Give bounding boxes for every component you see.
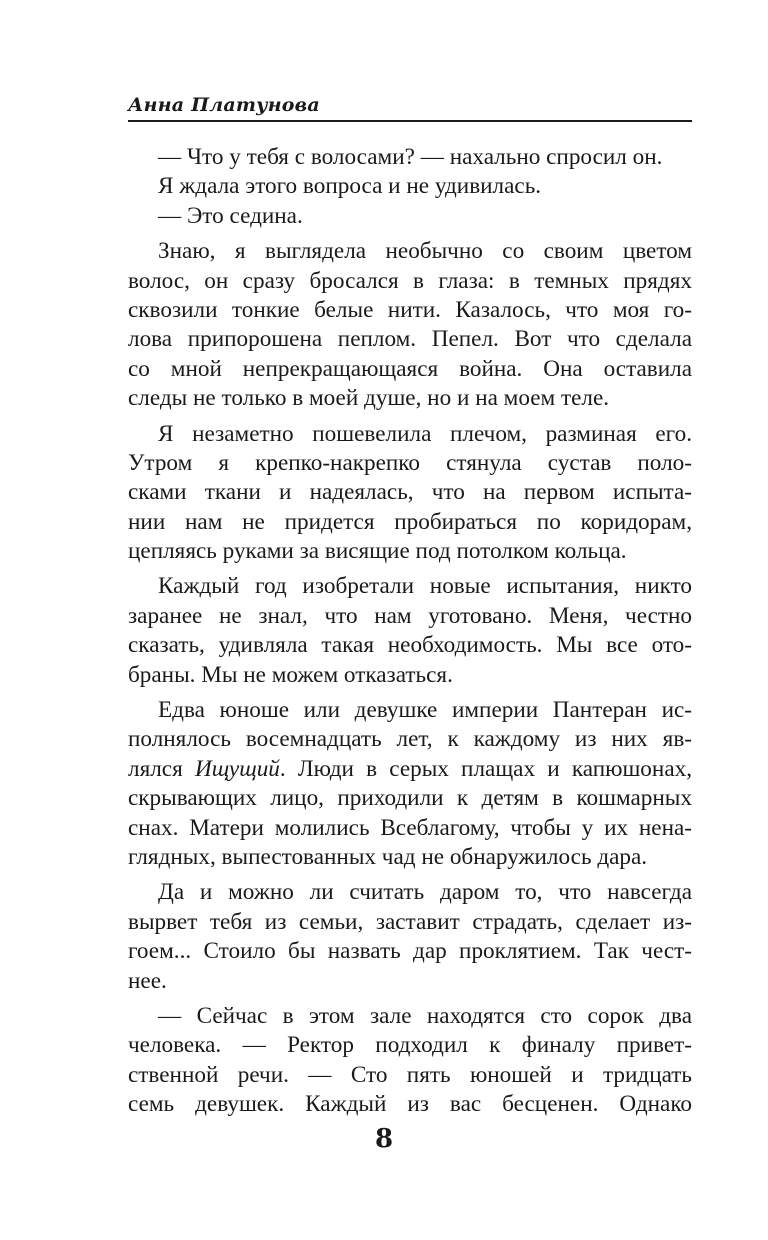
text-span: — Сейчас в этом зале находятся сто сорок два (158, 1002, 692, 1029)
text-line (128, 814, 692, 843)
text-span: цепляясь руками за висящие под потолком кольца. (128, 538, 627, 565)
text-span: нее. (128, 967, 167, 994)
text-line (128, 967, 692, 996)
text-span: вырвет тебя из семьи, заставит страдать, сделает из- (128, 908, 692, 935)
text-span: Знаю, я выглядела необычно со своим цветом (158, 238, 692, 265)
text-line (128, 237, 692, 266)
text-span: Едва юноше или девушке империи Пантеран ис- (158, 697, 692, 724)
text-line (128, 755, 692, 784)
text-span: глядных, выпестованных чад не обнаружилось дара. (128, 843, 648, 870)
text-line (128, 725, 692, 754)
text-line (128, 937, 692, 966)
text-span: лялся (128, 755, 195, 782)
text-line (128, 572, 692, 601)
text-span: Утром я крепко-накрепко стянула сустав поло- (128, 449, 692, 476)
text-line (128, 908, 692, 937)
author-name: Анна Платунова (128, 94, 320, 116)
text-line (128, 172, 692, 201)
text-span: . Люди в серых плащах и капюшонах, (279, 755, 692, 782)
text-span: браны. Мы не можем отказаться. (128, 661, 453, 688)
text-line (128, 1031, 692, 1060)
text-line (128, 202, 692, 231)
text-span: сказать, удивляла такая необходимость. Мы все ото- (128, 632, 692, 659)
text-span: лова припорошена пеплом. Пепел. Вот что сделала (128, 326, 692, 353)
text-span: Я ждала этого вопроса и не удивилась. (158, 173, 542, 200)
text-line (128, 384, 692, 413)
text-line (128, 602, 692, 631)
text-line (128, 631, 692, 660)
text-line (128, 1002, 692, 1031)
text-line (128, 843, 692, 872)
text-line (128, 1061, 692, 1090)
text-line (128, 267, 692, 296)
text-line (128, 355, 692, 384)
text-span: снах. Матери молились Всеблагому, чтобы у их нена- (128, 814, 692, 841)
text-span: скрывающих лицо, приходили к детям в кошмарных (128, 785, 692, 812)
page-number: 8 (374, 1124, 394, 1154)
text-span: сками ткани и надеялась, что на первом испыта- (128, 479, 692, 506)
text-span: следы не только в моей душе, но и на моем теле. (128, 385, 610, 412)
text-line (128, 784, 692, 813)
text-span: заранее не знал, что нам уготовано. Меня, честно (128, 602, 692, 629)
text-span: — Это седина. (158, 202, 303, 229)
text-span: — Что у тебя с волосами? — нахально спросил он. (158, 144, 663, 170)
text-line (128, 661, 692, 690)
text-span: ственной речи. — Сто пять юношей и тридцать (128, 1061, 692, 1088)
text-span: семь девушек. Каждый из вас бесценен. Однако (128, 1091, 692, 1118)
body-text (128, 143, 692, 1120)
text-span: гоем... Стоило бы назвать дар проклятием. Так чест- (128, 938, 692, 965)
text-line (128, 325, 692, 354)
text-span: волос, он сразу бросался в глаза: в темных прядях (128, 267, 692, 294)
text-span: Каждый год изобретали новые испытания, никто (158, 573, 692, 600)
text-span: со мной непрекращающаяся война. Она оставила (128, 355, 692, 382)
text-span: полнялось восемнадцать лет, к каждому из них яв- (128, 726, 692, 753)
text-line (128, 420, 692, 449)
text-span: сквозили тонкие белые нити. Казалось, что моя го- (128, 296, 692, 323)
text-line (128, 878, 692, 907)
text-line (128, 537, 692, 566)
text-line (128, 143, 692, 172)
text-span: нии нам не придется пробираться по коридорам, (128, 508, 692, 535)
text-line (128, 1090, 692, 1119)
text-span: человека. — Ректор подходил к финалу привет- (128, 1032, 692, 1059)
text-span: Да и можно ли считать даром то, что навсегда (158, 879, 692, 906)
running-head (128, 90, 692, 122)
text-line (128, 449, 692, 478)
text-span: Я незаметно пошевелила плечом, разминая его. (158, 420, 692, 447)
text-line (128, 296, 692, 325)
text-line (128, 696, 692, 725)
text-line (128, 478, 692, 507)
text-line (128, 508, 692, 537)
italic-term: Ищущий (194, 755, 280, 782)
